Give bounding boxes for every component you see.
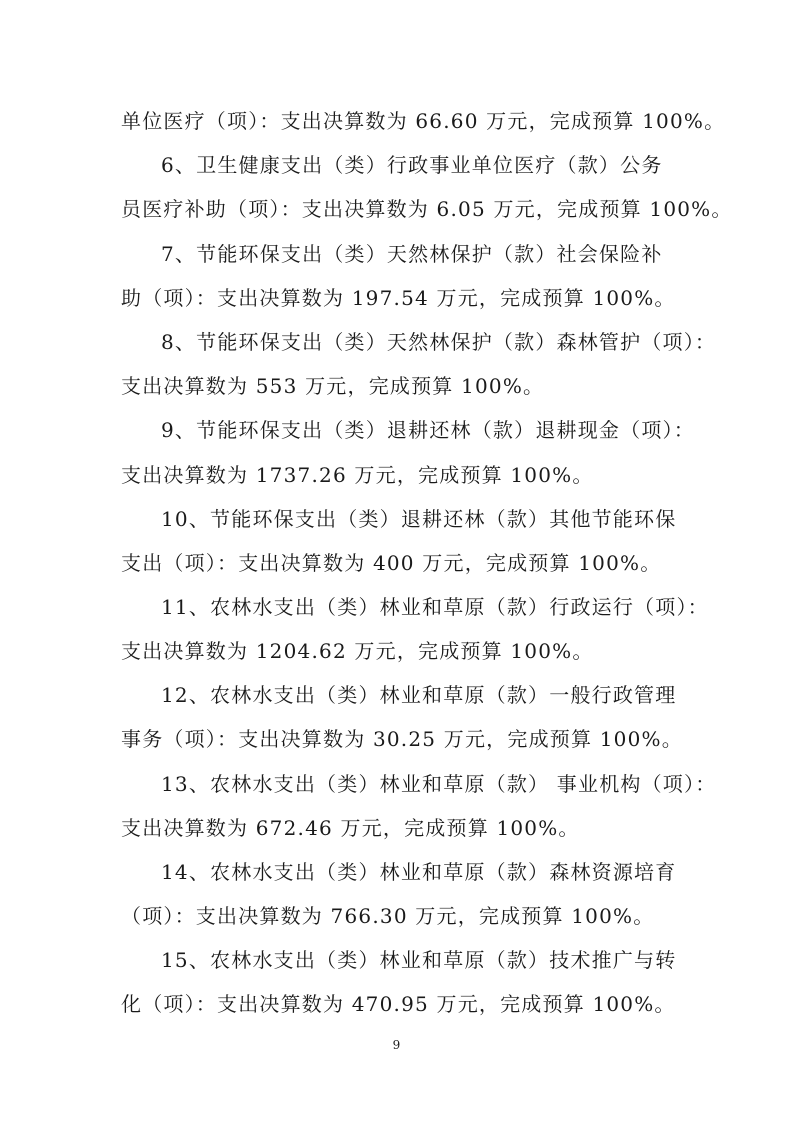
- text-line-12: 11、农林水支出（类）林业和草原（款）行政运行（项）：: [161, 595, 709, 619]
- text-line-10: 10、节能环保支出（类）退耕还林（款）其他节能环保: [161, 507, 677, 531]
- text-line-17: 支出决算数为 672.46 万元，完成预算 100%。: [121, 816, 580, 840]
- text-line-16: 13、农林水支出（类）林业和草原（款） 事业机构（项）：: [161, 772, 717, 796]
- text-line-9: 支出决算数为 1737.26 万元，完成预算 100%。: [121, 463, 594, 487]
- text-line-6: 8、节能环保支出（类）天然林保护（款）森林管护（项）：: [161, 330, 717, 354]
- text-line-5: 助（项）：支出决算数为 197.54 万元，完成预算 100%。: [121, 286, 676, 310]
- text-line-15: 事务（项）：支出决算数为 30.25 万元，完成预算 100%。: [121, 727, 683, 751]
- text-line-2: 6、卫生健康支出（类）行政事业单位医疗（款）公务: [161, 153, 663, 177]
- text-line-14: 12、农林水支出（类）林业和草原（款）一般行政管理: [161, 683, 677, 707]
- text-line-13: 支出决算数为 1204.62 万元，完成预算 100%。: [121, 639, 594, 663]
- text-line-7: 支出决算数为 553 万元，完成预算 100%。: [121, 374, 545, 398]
- text-line-19: （项）：支出决算数为 766.30 万元，完成预算 100%。: [121, 904, 655, 928]
- text-line-20: 15、农林水支出（类）林业和草原（款）技术推广与转: [161, 948, 677, 972]
- text-line-11: 支出（项）：支出决算数为 400 万元，完成预算 100%。: [121, 551, 662, 575]
- text-line-8: 9、节能环保支出（类）退耕还林（款）退耕现金（项）：: [161, 418, 695, 442]
- text-line-18: 14、农林水支出（类）林业和草原（款）森林资源培育: [161, 860, 677, 884]
- page-number: 9: [392, 1038, 401, 1052]
- text-line-1: 单位医疗（项）：支出决算数为 66.60 万元，完成预算 100%。: [121, 109, 726, 133]
- text-line-4: 7、节能环保支出（类）天然林保护（款）社会保险补: [161, 242, 663, 266]
- text-line-3: 员医疗补助（项）：支出决算数为 6.05 万元，完成预算 100%。: [121, 197, 733, 221]
- text-line-21: 化（项）：支出决算数为 470.95 万元，完成预算 100%。: [121, 992, 676, 1016]
